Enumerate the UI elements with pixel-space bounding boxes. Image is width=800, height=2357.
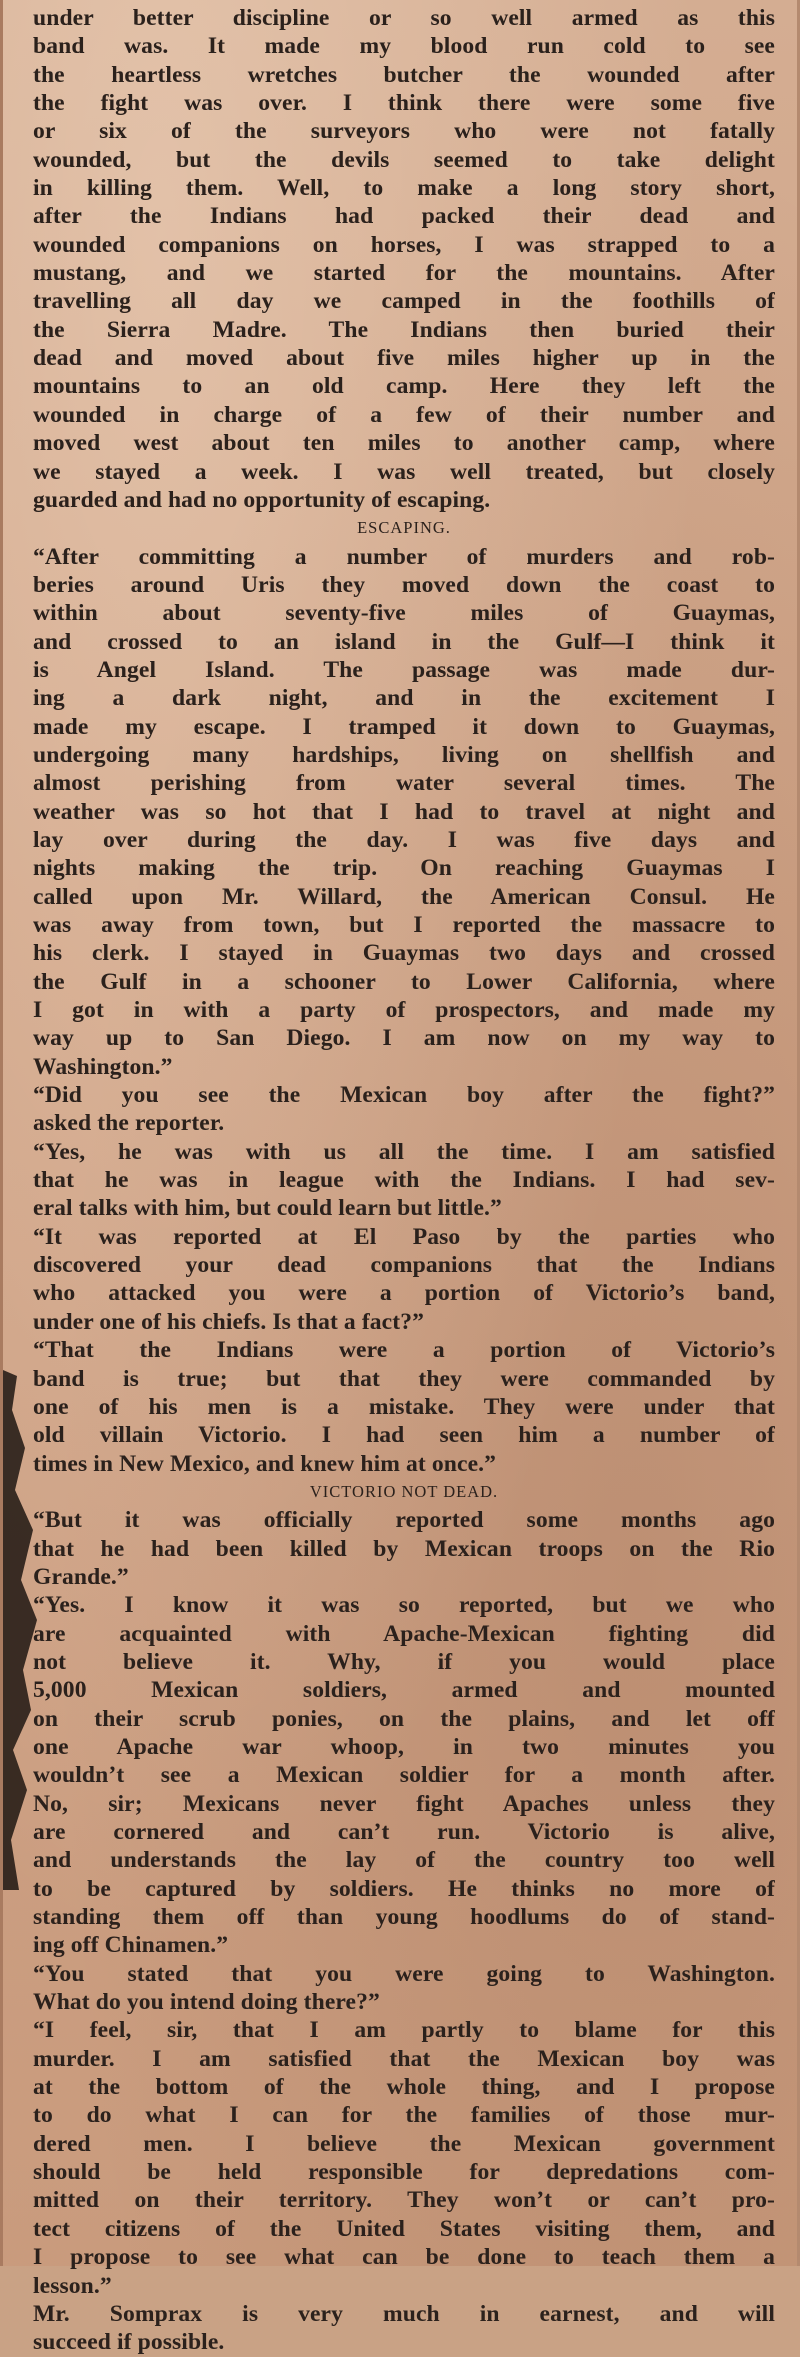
text-line: “You stated that you were going to Washington. bbox=[33, 1960, 775, 1987]
text-line: succeed if possible. bbox=[33, 2329, 225, 2356]
article-body bbox=[33, 4, 775, 2357]
article-paragraph bbox=[33, 4, 775, 514]
text-line: and understands the lay of the country too well bbox=[33, 1847, 775, 1874]
text-line: band is true; but that they were commanded by bbox=[33, 1365, 775, 1392]
section-heading bbox=[33, 514, 775, 542]
text-line: one of his men is a mistake. They were under that bbox=[33, 1393, 775, 1420]
text-line: old villain Victorio. I had seen him a number of bbox=[33, 1422, 775, 1449]
text-line: and crossed to an island in the Gulf—I think it bbox=[33, 628, 775, 655]
article-paragraph bbox=[33, 1081, 775, 1138]
text-line: under one of his chiefs. Is that a fact?” bbox=[33, 1308, 425, 1335]
text-line: “After committing a number of murders and rob- bbox=[33, 543, 775, 570]
text-line: mountains to an old camp. Here they left the bbox=[33, 373, 775, 400]
text-line: tect citizens of the United States visiting them, and bbox=[33, 2215, 775, 2242]
article-paragraph bbox=[33, 543, 775, 1082]
text-line: times in New Mexico, and knew him at once.” bbox=[33, 1450, 497, 1477]
text-line: “It was reported at El Paso by the parties who bbox=[33, 1223, 775, 1250]
text-line: I propose to see what can be done to teach them a bbox=[33, 2244, 775, 2271]
text-line: wounded companions on horses, I was strapped to a bbox=[33, 231, 775, 258]
text-line: was away from town, but I reported the massacre to bbox=[33, 912, 775, 938]
text-line: Washington.” bbox=[33, 1053, 173, 1080]
text-line: “Yes. I know it was so reported, but we who bbox=[33, 1592, 775, 1619]
article-paragraph bbox=[33, 1591, 775, 1959]
text-line: at the bottom of the whole thing, and I propose bbox=[33, 2074, 775, 2101]
text-line: is Angel Island. The passage was made dur- bbox=[33, 656, 775, 683]
text-line: to do what I can for the families of those mur- bbox=[33, 2102, 775, 2129]
text-line: almost perishing from water several times. The bbox=[33, 770, 775, 797]
text-line: are acquainted with Apache-Mexican fighting did bbox=[33, 1620, 775, 1647]
article-paragraph bbox=[33, 1506, 775, 1591]
text-line: discovered your dead companions that the Indians bbox=[33, 1252, 775, 1279]
text-line: mustang, and we started for the mountains. After bbox=[33, 260, 775, 287]
text-line: weather was so hot that I had to travel at night and bbox=[33, 798, 775, 825]
text-line: made my escape. I tramped it down to Guaymas, bbox=[33, 713, 775, 740]
text-line: one Apache war whoop, in two minutes you bbox=[33, 1733, 775, 1760]
article-paragraph bbox=[33, 1223, 775, 1336]
text-line: or six of the surveyors who were not fatally bbox=[33, 118, 775, 145]
text-line: “But it was officially reported some months ago bbox=[33, 1507, 775, 1534]
text-line: are cornered and can’t run. Victorio is alive, bbox=[33, 1819, 775, 1845]
text-line: lay over during the day. I was five days and bbox=[33, 826, 775, 853]
text-line: not believe it. Why, if you would place bbox=[33, 1648, 775, 1675]
text-line: band was. It made my blood run cold to see bbox=[33, 33, 775, 60]
text-line: eral talks with him, but could learn but little.” bbox=[33, 1195, 502, 1222]
text-line: “I feel, sir, that I am partly to blame for this bbox=[33, 2017, 775, 2044]
text-line: the Sierra Madre. The Indians then buried their bbox=[33, 316, 775, 343]
heading-text: ESCAPING. bbox=[357, 518, 451, 538]
text-line: wounded, but the devils seemed to take delight bbox=[33, 146, 775, 173]
text-line: 5,000 Mexican soldiers, armed and mounted bbox=[33, 1677, 775, 1704]
text-line: within about seventy-five miles of Guaymas, bbox=[33, 600, 775, 627]
article-paragraph bbox=[33, 2300, 775, 2357]
text-line: the Gulf in a schooner to Lower California, where bbox=[33, 968, 775, 995]
text-line: beries around Uris they moved down the coast to bbox=[33, 571, 775, 598]
text-line: wounded in charge of a few of their number and bbox=[33, 401, 775, 428]
text-line: way up to San Diego. I am now on my way to bbox=[33, 1025, 775, 1052]
text-line: under better discipline or so well armed as this bbox=[33, 5, 775, 31]
text-line: I got in with a party of prospectors, and made my bbox=[33, 997, 775, 1024]
text-line: moved west about ten miles to another camp, where bbox=[33, 430, 775, 457]
text-line: “That the Indians were a portion of Victorio’s bbox=[33, 1337, 775, 1364]
text-line: “Yes, he was with us all the time. I am satisfied bbox=[33, 1138, 775, 1165]
text-line: Mr. Somprax is very much in earnest, and will bbox=[33, 2300, 775, 2327]
text-line: wouldn’t see a Mexican soldier for a month after. bbox=[33, 1762, 775, 1789]
text-line: that he had been killed by Mexican troops on the Rio bbox=[33, 1535, 775, 1562]
text-line: should be held responsible for depredations com- bbox=[33, 2159, 775, 2186]
text-line: Grande.” bbox=[33, 1563, 129, 1590]
text-line: dead and moved about five miles higher up in the bbox=[33, 345, 775, 372]
article-paragraph bbox=[33, 2016, 775, 2299]
text-line: travelling all day we camped in the foothills of bbox=[33, 288, 775, 315]
text-line: “Did you see the Mexican boy after the fight?” bbox=[33, 1082, 775, 1109]
text-line: we stayed a week. I was well treated, but closely bbox=[33, 458, 775, 485]
text-line: ing off Chinamen.” bbox=[33, 1932, 229, 1959]
article-paragraph bbox=[33, 1960, 775, 2017]
text-line: guarded and had no opportunity of escaping. bbox=[33, 486, 491, 513]
heading-text: VICTORIO NOT DEAD. bbox=[309, 1481, 499, 1501]
text-line: that he was in league with the Indians. I had sev- bbox=[33, 1167, 775, 1194]
text-line: on their scrub ponies, on the plains, and let off bbox=[33, 1705, 775, 1732]
text-line: nights making the trip. On reaching Guaymas I bbox=[33, 855, 775, 882]
text-line: undergoing many hardships, living on shellfish and bbox=[33, 741, 775, 768]
text-line: murder. I am satisfied that the Mexican boy was bbox=[33, 2045, 775, 2072]
text-line: dered men. I believe the Mexican government bbox=[33, 2130, 775, 2157]
text-line: to be captured by soldiers. He thinks no more of bbox=[33, 1875, 775, 1902]
text-line: the fight was over. I think there were some five bbox=[33, 90, 775, 117]
text-line: No, sir; Mexicans never fight Apaches unless they bbox=[33, 1790, 775, 1817]
text-line: standing them off than young hoodlums do of stand- bbox=[33, 1904, 775, 1931]
article-paragraph bbox=[33, 1336, 775, 1478]
text-line: called upon Mr. Willard, the American Consul. He bbox=[33, 883, 775, 910]
article-paragraph bbox=[33, 1138, 775, 1223]
text-line: his clerk. I stayed in Guaymas two days and crossed bbox=[33, 940, 775, 967]
text-line: mitted on their territory. They won’t or can’t pro- bbox=[33, 2187, 775, 2214]
text-line: What do you intend doing there?” bbox=[33, 1989, 380, 2016]
text-line: who attacked you were a portion of Victorio’s band, bbox=[33, 1280, 775, 1307]
text-line: the heartless wretches butcher the wounded after bbox=[33, 61, 775, 88]
text-line: asked the reporter. bbox=[33, 1110, 225, 1137]
text-line: ing a dark night, and in the excitement I bbox=[33, 685, 775, 712]
text-line: in killing them. Well, to make a long story short, bbox=[33, 175, 775, 202]
section-heading bbox=[33, 1478, 775, 1506]
text-line: after the Indians had packed their dead and bbox=[33, 203, 775, 230]
text-line: lesson.” bbox=[33, 2272, 112, 2299]
